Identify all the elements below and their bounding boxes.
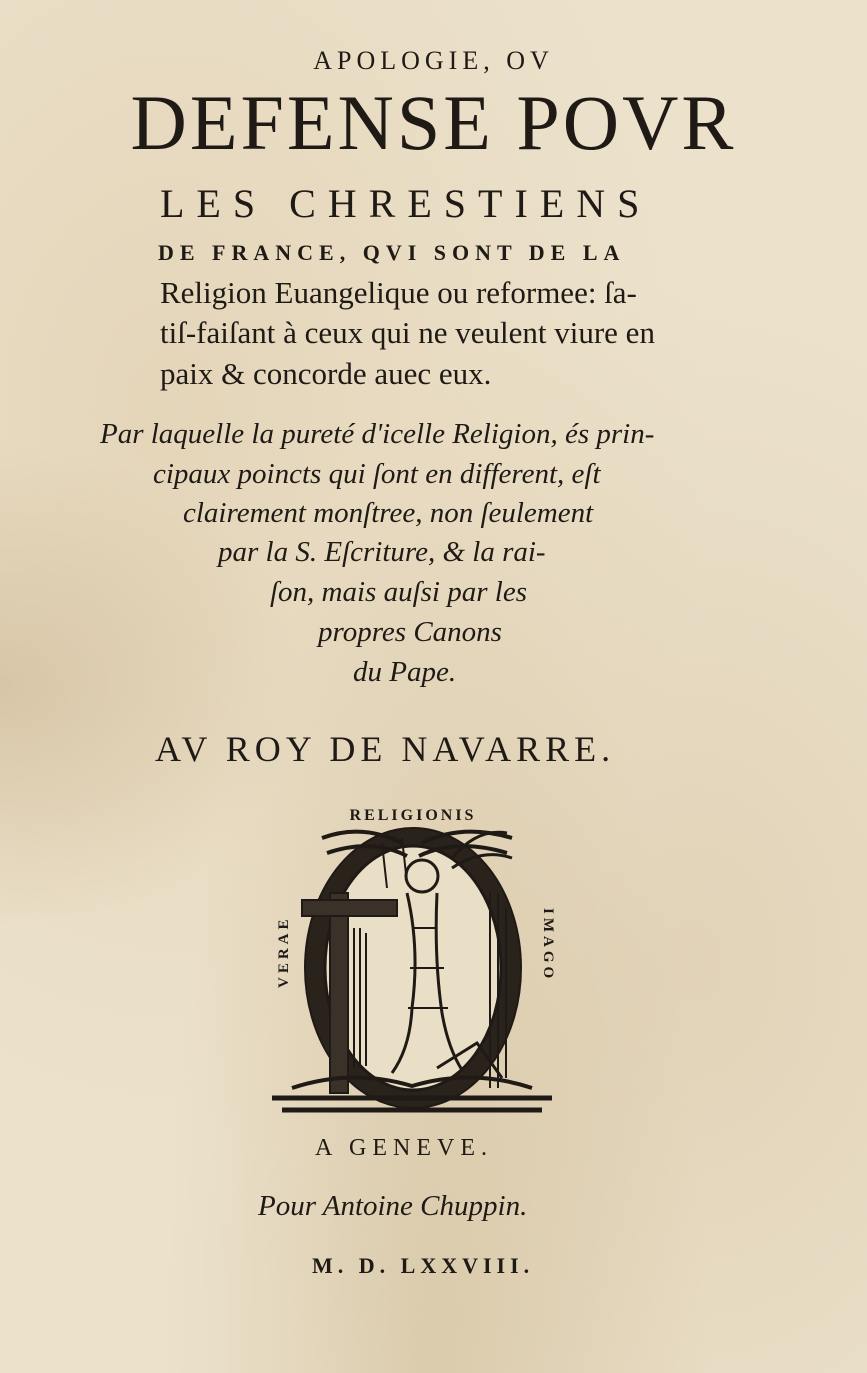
title-line-france: DE FRANCE, QVI SONT DE LA [158,240,626,265]
woodcut-image [272,828,552,1110]
imprint-place: A GENEVE. [315,1135,493,1161]
italic-line: propres Canons [318,616,502,648]
woodcut-left-text: VERAE [276,915,292,988]
italic-line: du Pape. [353,656,457,688]
title-line-apologie: APOLOGIE, OV [313,46,554,75]
body-line: tiſ-faiſant à ceux qui ne veulent viure en [160,315,655,350]
title-line-chrestiens: LES CHRESTIENS [160,181,652,226]
title-line-defense: DEFENSE POVR [130,79,737,166]
body-line: paix & concorde auec eux. [160,356,492,391]
italic-line: clairement monſtree, non ſeulement [183,497,594,529]
dedication: AV ROY DE NAVARRE. [155,729,616,769]
woodcut-right-text: IMAGO [540,908,556,983]
printers-device-woodcut [262,798,564,1118]
body-line: Religion Euangelique ou reformee: ſa- [160,275,637,310]
imprint-date: M. D. LXXVIII. [312,1253,535,1278]
italic-line: Par laquelle la pureté d'icelle Religion, és prin- [100,418,655,450]
imprint-printer: Pour Antoine Chuppin. [258,1190,528,1222]
italic-line: par la S. Eſcriture, & la rai- [218,536,546,568]
woodcut-top-text: RELIGIONIS [349,807,477,824]
italic-line: ſon, mais auſsi par les [270,576,527,608]
italic-line: cipaux poincts qui ſont en different, eſt [153,458,601,490]
